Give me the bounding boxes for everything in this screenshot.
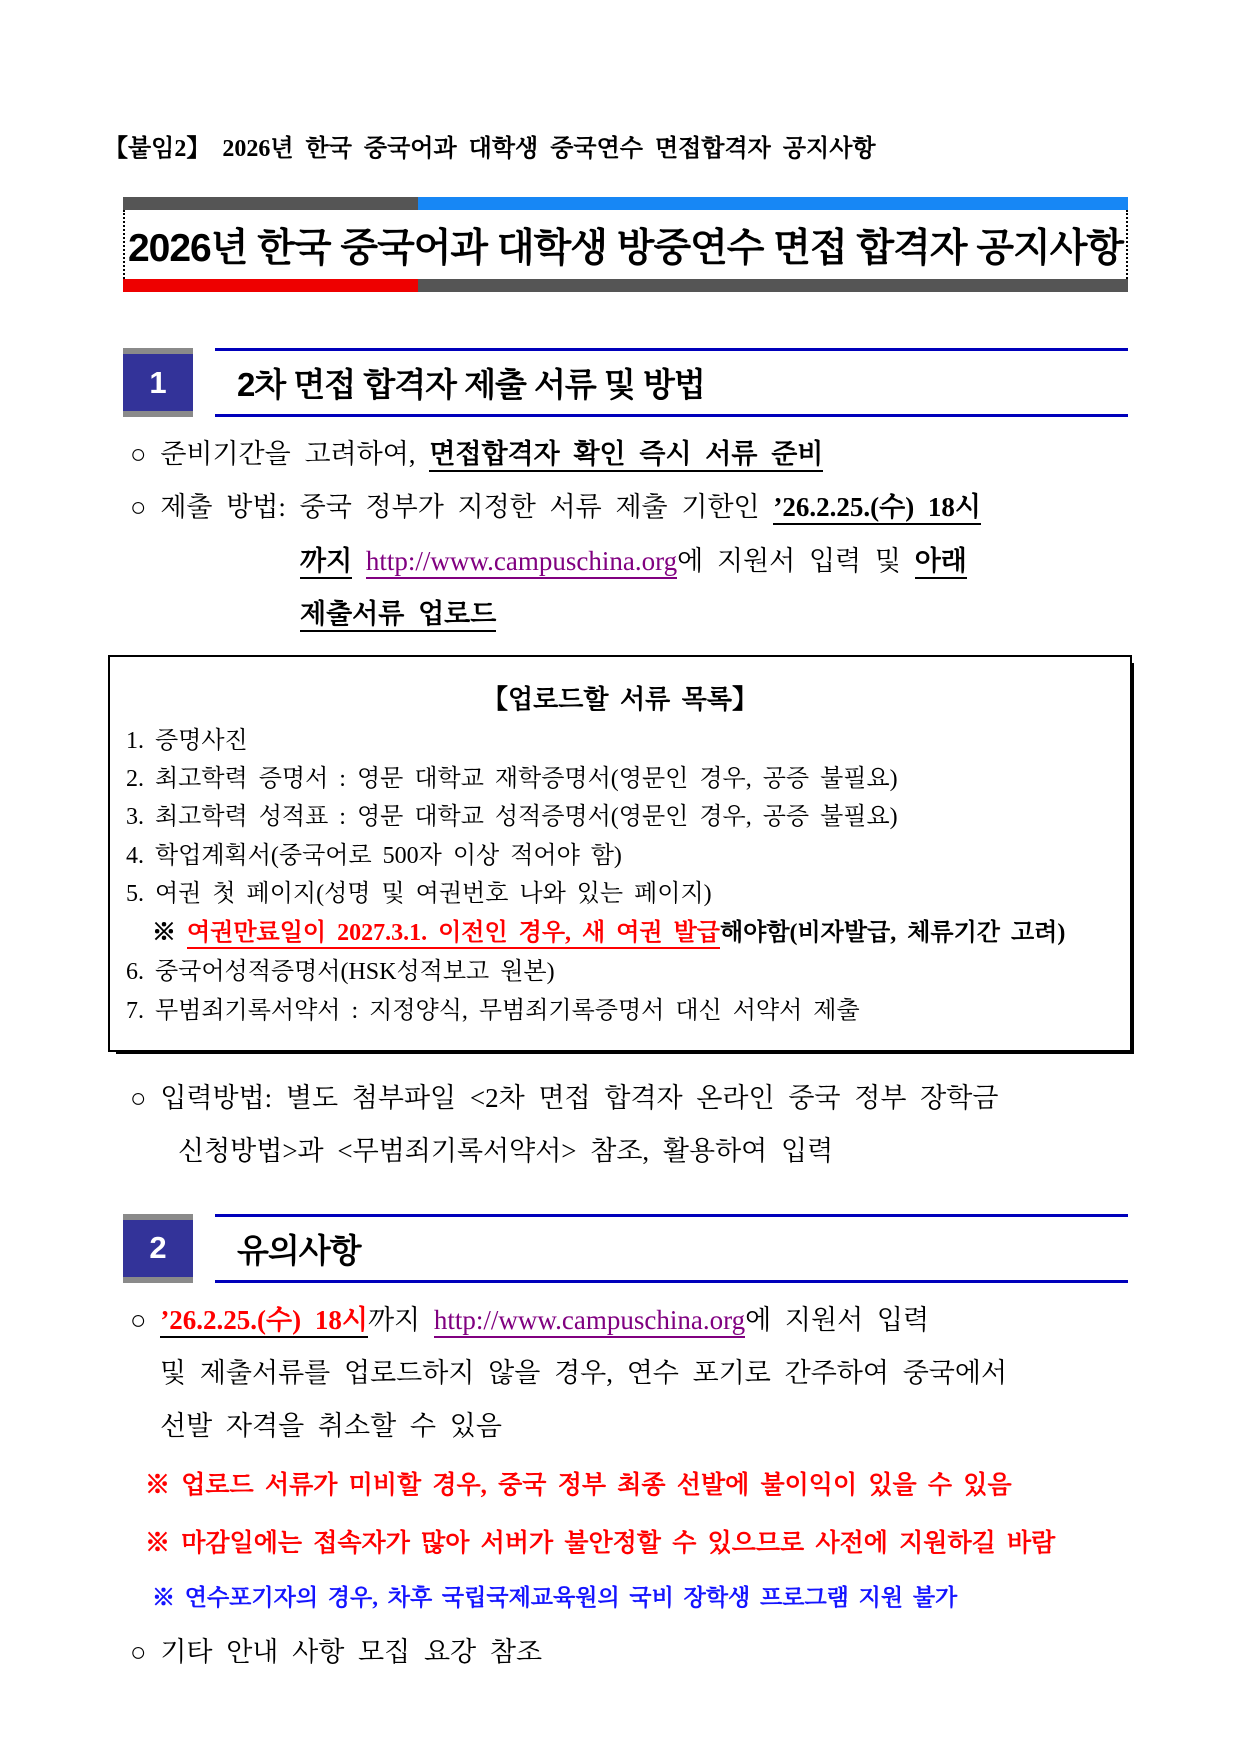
bullet2-pre-text: 제출 방법: 중국 정부가 지정한 서류 제출 기한인: [160, 492, 774, 523]
section2-title: 유의사항: [215, 1214, 1128, 1283]
section2-number-badge: 2: [123, 1214, 193, 1283]
other-guidance-text: 기타 안내 사항 모집 요강 참조: [160, 1636, 543, 1667]
bullet-circle-marker: ○: [130, 1636, 147, 1667]
campuschina-link[interactable]: http://www.campuschina.org: [434, 1305, 745, 1338]
bullet-other-guidance: [130, 1636, 1140, 1668]
bullet-submission-method: [130, 491, 1140, 523]
bullet3-line1-text: 입력방법: 별도 첨부파일 <2차 면접 합격자 온라인 중국 정부 장학금: [160, 1082, 999, 1113]
deadline-text: ’26.2.25.(수) 18시: [773, 492, 981, 525]
campuschina-link[interactable]: http://www.campuschina.org: [366, 546, 677, 579]
upload-item-4: 4. 학업계획서(중국어로 500자 이상 적어야 함): [126, 842, 622, 869]
until-text: 까지: [300, 546, 352, 579]
bullet1-pre-text: 준비기간을 고려하여,: [160, 439, 430, 469]
until-text: 까지: [367, 1304, 434, 1335]
bullet1-continuation-line1: [160, 1357, 1140, 1389]
bullet1-continuation-line2: [160, 1410, 1140, 1442]
bullet1-line3-text: 선발 자격을 취소할 수 있음: [160, 1411, 502, 1442]
banner-top-bar: [123, 197, 1128, 210]
section1-body-after-box: [130, 1082, 1140, 1168]
bullet-circle-marker: ○: [130, 1082, 147, 1113]
passport-note-red-text: 여권만료일이 2027.3.1. 이전인 경우, 새 여권 발급: [187, 920, 720, 949]
deadline-red-text: ’26.2.25.(수) 18시: [160, 1305, 368, 1338]
warning-note-incomplete-documents: ※ 업로드 서류가 미비할 경우, 중국 정부 최종 선발에 불이익이 있을 수 있음: [145, 1471, 1012, 1499]
bullet-circle-marker: ○: [130, 439, 147, 469]
banner-bottom-gray-segment: [418, 279, 1128, 292]
section2-body-tail: [130, 1636, 1140, 1668]
warning-note-server-unstable: ※ 마감일에는 접속자가 많아 서버가 불안정할 수 있으므로 사전에 지원하길 바람: [145, 1529, 1056, 1557]
asterisk-marker: ※: [152, 919, 187, 946]
banner-top-gray-segment: [123, 197, 418, 210]
title-banner: [123, 197, 1128, 292]
banner-bottom-red-segment: [123, 279, 418, 292]
bullet1-emphasis-text: 면접합격자 확인 즉시 서류 준비: [429, 439, 823, 472]
banner-top-blue-segment: [418, 197, 1128, 210]
bullet2-continuation-line1: [300, 545, 1140, 577]
upload-item-2: 2. 최고학력 증명서 : 영문 대학교 재학증명서(영문인 경우, 공증 불필요): [126, 765, 898, 792]
section2-body: [130, 1304, 1140, 1443]
bullet-circle-marker: ○: [130, 1304, 147, 1335]
below-emphasis-text: 아래: [915, 546, 967, 579]
upload-box-title: 【업로드할 서류 목록】: [482, 684, 758, 714]
bullet1-cont-text: 에 지원서 입력: [745, 1304, 930, 1335]
upload-item-5: 5. 여권 첫 페이지(성명 및 여권번호 나와 있는 페이지): [126, 881, 712, 908]
section1-body: [130, 438, 1140, 631]
bullet3-continuation-line: [178, 1135, 1140, 1167]
bullet-deadline-warning: [130, 1304, 1140, 1336]
attachment-label: 【붙임2】 2026년 한국 중국어과 대학생 중국연수 면접합격자 공지사항: [104, 136, 876, 162]
passport-note-black-text: 해야함(비자발급, 체류기간 고려): [719, 919, 1066, 946]
banner-bottom-bar: [123, 279, 1128, 292]
warning-note-withdrawal-penalty: ※ 연수포기자의 경우, 차후 국립국제교육원의 국비 장학생 프로그램 지원 불가: [152, 1584, 958, 1610]
section2-header: [123, 1214, 1128, 1283]
bullet-input-method: [130, 1082, 1140, 1114]
upload-item-3: 3. 최고학력 성적표 : 영문 대학교 성적증명서(영문인 경우, 공증 불필요): [126, 804, 898, 831]
bullet-prepare-documents: [130, 438, 1140, 470]
section1-header: [123, 348, 1128, 417]
bullet1-line2-text: 및 제출서류를 업로드하지 않을 경우, 연수 포기로 간주하여 중국에서: [160, 1358, 1008, 1389]
document-title: 2026년 한국 중국어과 대학생 방중연수 면접 합격자 공지사항: [123, 210, 1128, 279]
bullet-circle-marker: ○: [130, 492, 147, 523]
upload-emphasis-text: 제출서류 업로드: [300, 599, 496, 632]
bullet3-line2-text: 신청방법>과 <무범죄기록서약서> 참조, 활용하여 입력: [178, 1136, 834, 1167]
section1-number-badge: 1: [123, 348, 193, 417]
upload-item-1: 1. 증명사진: [126, 727, 248, 754]
bullet2-cont1-text: 에 지원서 입력 및: [677, 545, 915, 576]
upload-item-7: 7. 무범죄기록서약서 : 지정양식, 무범죄기록증명서 대신 서약서 제출: [126, 997, 860, 1024]
passport-expiry-note: [152, 920, 1114, 948]
section1-title: 2차 면접 합격자 제출 서류 및 방법: [215, 348, 1128, 417]
upload-item-6: 6. 중국어성적증명서(HSK성적보고 원본): [126, 959, 555, 986]
upload-document-list-box: [108, 655, 1132, 1052]
bullet2-continuation-line2: [300, 598, 1140, 630]
